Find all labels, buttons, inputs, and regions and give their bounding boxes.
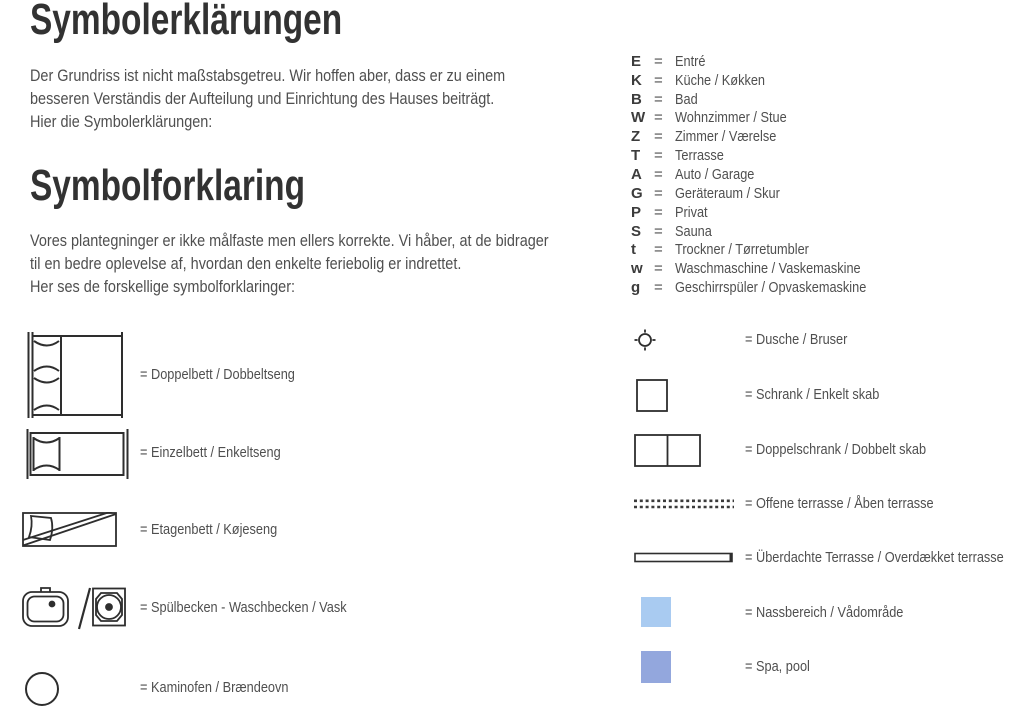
legend-letter: P [631,203,642,221]
danish-intro [30,229,640,298]
equals-sign: = [654,128,663,146]
legend-label: Auto / Garage [675,165,755,183]
wet-area-icon [641,597,671,627]
equals-sign: = [654,90,663,108]
legend-row [631,71,900,90]
legend-letter: E [631,52,642,70]
shower-icon [634,329,656,351]
sink-basin-icon [22,586,126,632]
legend-letter: w [631,260,643,278]
single-bed-icon [26,429,130,479]
covered-terrace-label: = Überdachte Terrasse / Overdækket terrasse [745,549,1004,566]
legend-label: Waschmaschine / Vaskemaskine [675,260,861,278]
single-cabinet-label: = Schrank / Enkelt skab [745,386,880,403]
wood-stove-icon [24,671,60,707]
legend-label: Wohnzimmer / Stue [675,109,787,127]
letter-legend [631,52,900,297]
legend-row [631,222,900,241]
danish-title: Symbolforklaring [30,161,306,210]
legend-letter: g [631,279,641,297]
bunk-bed-icon [22,512,118,548]
open-terrace-label: = Offene terrasse / Åben terrasse [745,495,934,512]
german-intro [30,64,589,133]
double-cabinet-label: = Doppelschrank / Dobbelt skab [745,441,927,458]
equals-sign: = [654,279,663,297]
danish-intro-line: Her ses de forskellige symbolforklaringer: [30,277,296,296]
wet-area-label: = Nassbereich / Vådområde [745,604,904,621]
equals-sign: = [654,52,663,70]
legend-letter: A [631,165,642,183]
legend-row [631,184,900,203]
legend-row [631,278,900,297]
equals-sign: = [654,165,663,183]
equals-sign: = [654,184,663,202]
covered-terrace-icon [634,552,734,563]
legend-letter: t [631,241,636,259]
single-bed-label: = Einzelbett / Enkeltseng [140,444,281,461]
german-intro-line: Der Grundriss ist nicht maßstabsgetreu. Wir hoffen aber, dass er zu einem [30,66,506,85]
bunk-bed-label: = Etagenbett / Køjeseng [140,521,278,538]
danish-intro-line: til en bedre oplevelse af, hvordan den enkelte feriebolig er indrettet. [30,254,462,273]
sink-basin-label: = Spülbecken - Waschbecken / Vask [140,599,347,616]
spa-pool-label: = Spa, pool [745,658,810,675]
legend-row [631,259,900,278]
german-intro-line: besseren Verständis der Aufteilung und Einrichtung des Hauses beiträgt. [30,89,495,108]
legend-row [631,165,900,184]
legend-label: Bad [675,90,698,108]
equals-sign: = [654,222,663,240]
equals-sign: = [654,260,663,278]
legend-label: Küche / Køkken [675,71,766,89]
equals-sign: = [654,203,663,221]
wood-stove-label: = Kaminofen / Brændeovn [140,679,289,696]
double-cabinet-icon [634,434,701,467]
equals-sign: = [654,147,663,165]
legend-row [631,109,900,128]
legend-row [631,127,900,146]
shower-label: = Dusche / Bruser [745,331,848,348]
legend-row [631,146,900,165]
double-bed-label: = Doppelbett / Dobbeltseng [140,366,295,383]
legend-label: Terrasse [675,147,724,165]
spa-pool-icon [641,651,671,683]
danish-intro-line: Vores plantegninger er ikke målfaste men ellers korrekte. Vi håber, at de bidrager [30,231,549,250]
legend-row [631,203,900,222]
equals-sign: = [654,109,663,127]
legend-letter: K [631,71,642,89]
legend-row [631,240,900,259]
legend-label: Privat [675,203,708,221]
equals-sign: = [654,71,663,89]
legend-letter: W [631,109,646,127]
legend-row [631,90,900,109]
legend-letter: T [631,147,641,165]
legend-label: Geschirrspüler / Opvaskemaskine [675,279,867,297]
legend-row [631,52,900,71]
open-terrace-icon [634,498,734,510]
legend-letter: G [631,184,643,202]
legend-letter: S [631,222,642,240]
german-intro-line: Hier die Symbolerklärungen: [30,112,213,131]
single-cabinet-icon [636,379,668,412]
legend-label: Trockner / Tørretumbler [675,241,809,259]
legend-label: Sauna [675,222,712,240]
legend-label: Entré [675,52,706,70]
legend-label: Geräteraum / Skur [675,184,780,202]
legend-letter: B [631,90,642,108]
double-bed-icon [27,332,127,418]
german-title: Symbolerklärungen [30,0,343,44]
equals-sign: = [654,241,663,259]
legend-letter: Z [631,128,641,146]
legend-label: Zimmer / Værelse [675,128,777,146]
